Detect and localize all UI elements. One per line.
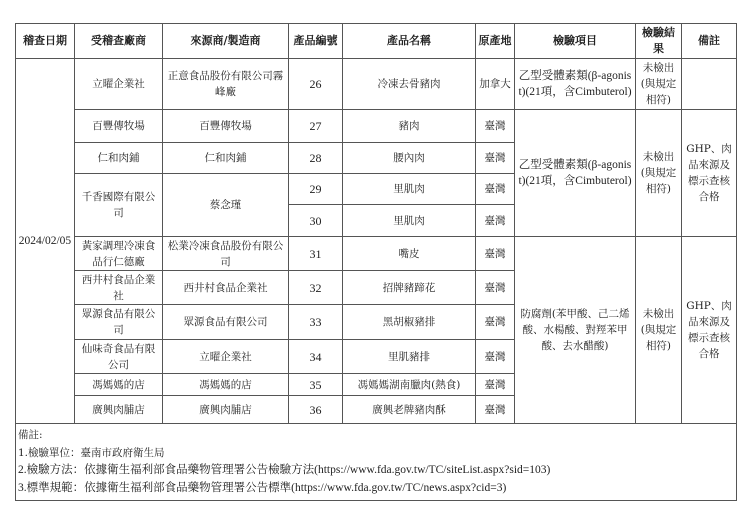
origin-cell: 臺灣 <box>476 271 515 305</box>
vendor-cell: 西井村食品企業社 <box>75 271 163 305</box>
origin-cell: 臺灣 <box>476 205 515 237</box>
vendor-cell: 廣興肉脯店 <box>75 396 163 424</box>
remark-cell <box>682 59 737 110</box>
product-name-cell: 腰內肉 <box>343 143 476 174</box>
vendor-cell: 立曜企業社 <box>75 59 163 110</box>
source-cell: 蔡念瑾 <box>163 174 289 237</box>
product-name-cell: 黑胡椒豬排 <box>343 305 476 340</box>
product-name-cell: 冷凍去骨豬肉 <box>343 59 476 110</box>
header-remark: 備註 <box>682 24 737 59</box>
source-cell: 西井村食品企業社 <box>163 271 289 305</box>
notes-title: 備註: <box>18 429 43 441</box>
product-name-cell: 廣興老牌豬肉酥 <box>343 396 476 424</box>
product-no-cell: 35 <box>289 374 343 396</box>
test-item-cell: 乙型受體素類(β-agonist)(21項，含Cimbuterol) <box>515 110 636 237</box>
product-no-cell: 26 <box>289 59 343 110</box>
product-no-cell: 28 <box>289 143 343 174</box>
header-source: 來源商/製造商 <box>163 24 289 59</box>
product-no-cell: 33 <box>289 305 343 340</box>
vendor-cell: 眾源食品有限公司 <box>75 305 163 340</box>
table-row <box>16 59 737 110</box>
vendor-cell: 百豐傳牧場 <box>75 110 163 143</box>
vendor-cell: 仙味奇食品有限公司 <box>75 340 163 374</box>
test-item-cell: 防腐劑(苯甲酸、己二烯酸、水楊酸、對羥苯甲酸、去水醋酸) <box>515 237 636 424</box>
vendor-cell: 馮媽媽的店 <box>75 374 163 396</box>
product-no-cell: 29 <box>289 174 343 205</box>
header-origin: 原產地 <box>476 24 515 59</box>
origin-cell: 臺灣 <box>476 396 515 424</box>
vendor-cell: 千香國際有限公司 <box>75 174 163 237</box>
source-cell: 正意食品股份有限公司霧峰廠 <box>163 59 289 110</box>
product-no-cell: 34 <box>289 340 343 374</box>
vendor-cell: 仁和肉鋪 <box>75 143 163 174</box>
product-no-cell: 30 <box>289 205 343 237</box>
source-cell: 立曜企業社 <box>163 340 289 374</box>
product-name-cell: 里肌肉 <box>343 205 476 237</box>
source-cell: 百豐傳牧場 <box>163 110 289 143</box>
vendor-cell: 黃家調理冷凍食品行仁德廠 <box>75 237 163 271</box>
product-name-cell: 嘴皮 <box>343 237 476 271</box>
origin-cell: 臺灣 <box>476 110 515 143</box>
note-standard: 3.標準規範：依據衛生福利部食品藥物管理署公告標準(https://www.fda.gov.tw/TC/news.aspx?cid=3) <box>18 481 507 494</box>
product-name-cell: 招牌豬蹄花 <box>343 271 476 305</box>
origin-cell: 臺灣 <box>476 340 515 374</box>
table-row <box>16 110 737 143</box>
source-cell: 馮媽媽的店 <box>163 374 289 396</box>
note-testing-unit: 1.檢驗單位：臺南市政府衛生局 <box>18 446 165 459</box>
result-cell: 未檢出(與規定相符) <box>636 110 682 237</box>
source-cell: 眾源食品有限公司 <box>163 305 289 340</box>
header-product-name: 產品名稱 <box>343 24 476 59</box>
source-cell: 廣興肉脯店 <box>163 396 289 424</box>
header-test-item: 檢驗項目 <box>515 24 636 59</box>
header-vendor: 受稽查廠商 <box>75 24 163 59</box>
inspection-report <box>15 23 736 501</box>
table-row <box>16 237 737 271</box>
header-result: 檢驗結果 <box>636 24 682 59</box>
product-name-cell: 里肌豬排 <box>343 340 476 374</box>
product-no-cell: 36 <box>289 396 343 424</box>
product-no-cell: 31 <box>289 237 343 271</box>
notes-row <box>16 424 737 501</box>
product-no-cell: 32 <box>289 271 343 305</box>
result-cell: 未檢出(與規定相符) <box>636 237 682 424</box>
origin-cell: 臺灣 <box>476 143 515 174</box>
product-name-cell: 里肌肉 <box>343 174 476 205</box>
product-no-cell: 27 <box>289 110 343 143</box>
origin-cell: 臺灣 <box>476 174 515 205</box>
header-row <box>16 24 737 59</box>
remark-cell: GHP、肉品來源及標示查核合格 <box>682 237 737 424</box>
origin-cell: 臺灣 <box>476 374 515 396</box>
result-cell: 未檢出(與規定相符) <box>636 59 682 110</box>
inspection-date: 2024/02/05 <box>16 59 75 424</box>
product-name-cell: 馮媽媽湖南臘肉(熱食) <box>343 374 476 396</box>
test-item-cell: 乙型受體素類(β-agonist)(21項，含Cimbuterol) <box>515 59 636 110</box>
product-name-cell: 豬肉 <box>343 110 476 143</box>
source-cell: 松業冷凍食品股份有限公司 <box>163 237 289 271</box>
inspection-table <box>15 23 737 501</box>
header-date: 稽查日期 <box>16 24 75 59</box>
header-product-no: 產品編號 <box>289 24 343 59</box>
origin-cell: 臺灣 <box>476 237 515 271</box>
remark-cell: GHP、肉品來源及標示查核合格 <box>682 110 737 237</box>
origin-cell: 臺灣 <box>476 305 515 340</box>
notes-cell <box>16 424 737 501</box>
source-cell: 仁和肉鋪 <box>163 143 289 174</box>
note-testing-method: 2.檢驗方法：依據衛生福利部食品藥物管理署公告檢驗方法(https://www.fda.gov.tw/TC/siteList.aspx?sid=103) <box>18 464 551 476</box>
origin-cell: 加拿大 <box>476 59 515 110</box>
